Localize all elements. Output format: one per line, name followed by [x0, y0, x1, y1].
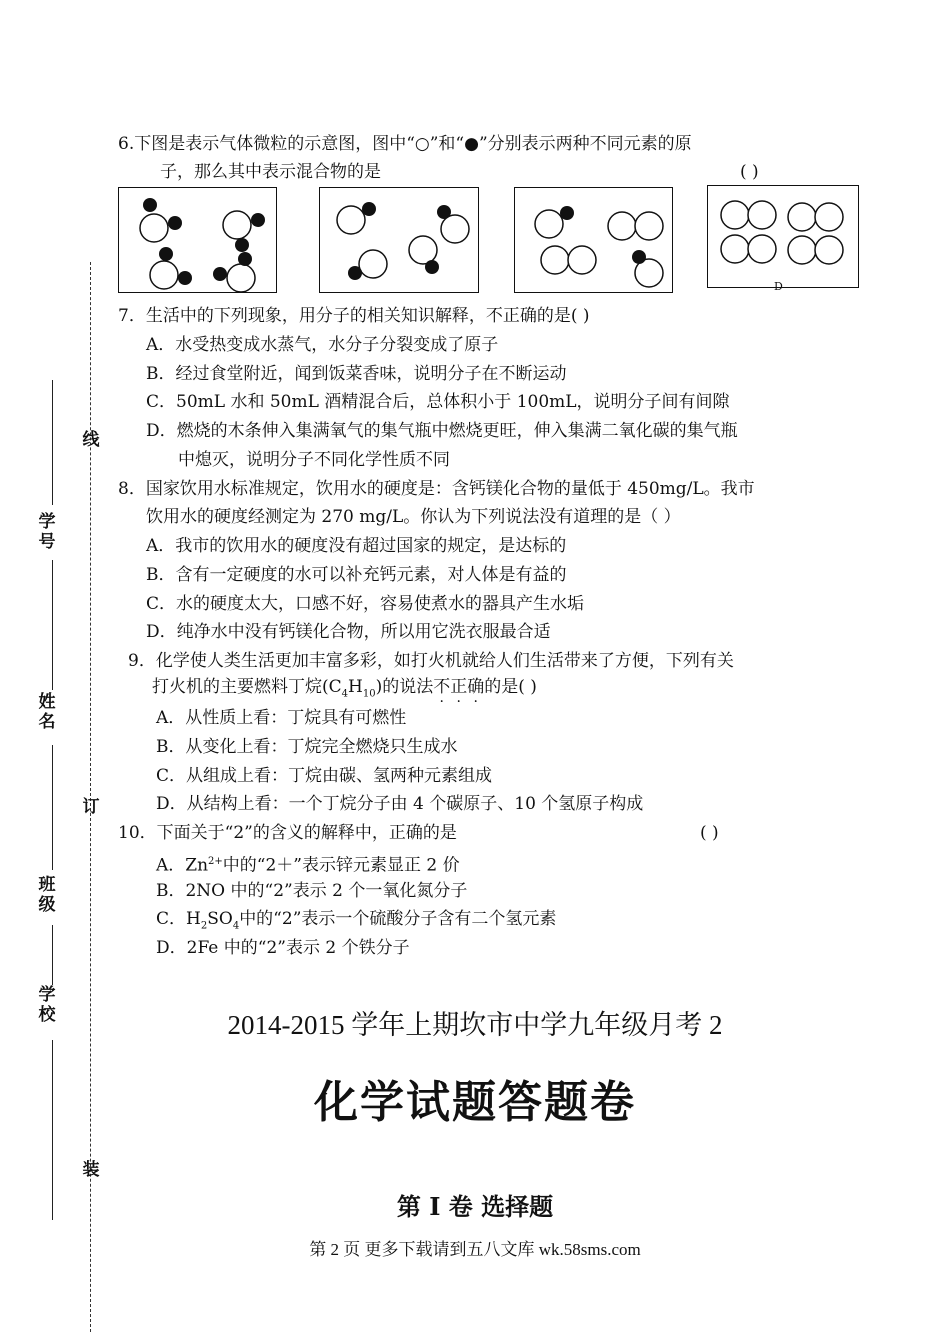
- emphasis-zheng: 正: [450, 677, 468, 697]
- margin-rule-xuexiao: [52, 925, 53, 985]
- q10-option-d: D．2Fe 中的“2”表示 2 个铁分子: [156, 938, 410, 958]
- q10-option-c: C．$H_2SO_4$中的“2”表示一个硫酸分子含有二个氢元素: [156, 909, 557, 932]
- section-title: 第 Ⅰ 卷 选择题: [396, 1192, 554, 1221]
- q9-stem-line1: 9．化学使人类生活更加丰富多彩，如打火机就给人们生活带来了方便，下列有关: [128, 651, 734, 671]
- q6-stem-line1: 6.下图是表示气体微粒的示意图，图中“○”和“●”分别表示两种不同元素的原: [118, 134, 692, 154]
- emphasis-que: 确: [467, 677, 485, 697]
- margin-label-ding: 订: [82, 797, 100, 817]
- q7-stem: 7．生活中的下列现象，用分子的相关知识解释，不正确的是( ): [118, 306, 590, 326]
- q7-option-d-line1: D．燃烧的木条伸入集满氧气的集气瓶中燃烧更旺，伸入集满二氧化碳的集气瓶: [146, 421, 738, 441]
- q7-option-c: C．50mL 水和 50mL 酒精混合后，总体积小于 100mL，说明分子间有间隙: [146, 392, 730, 412]
- page-footer: 第 2 页 更多下载请到五八文库 wk.58sms.com: [309, 1240, 641, 1259]
- q8-stem-line1: 8．国家饮用水标准规定，饮用水的硬度是：含钙镁化合物的量低于 450mg/L。我市: [118, 479, 755, 499]
- q9-option-a: A．从性质上看：丁烷具有可燃性: [156, 708, 407, 728]
- margin-rule-xuehao: [52, 380, 53, 505]
- diagram-box-d: [707, 185, 859, 288]
- diagram-box-b: [319, 187, 479, 293]
- margin-label-xingming: 姓名: [38, 692, 56, 732]
- q8-option-b: B．含有一定硬度的水可以补充钙元素，对人体是有益的: [146, 565, 567, 585]
- margin-label-banji: 班级: [38, 875, 56, 915]
- margin-rule-xingming: [52, 560, 53, 690]
- answer-sheet-title: 化学试题答题卷: [314, 1077, 636, 1128]
- margin-rule-banji: [52, 745, 53, 870]
- q8-option-a: A．我市的饮用水的硬度没有超过国家的规定，是达标的: [146, 536, 567, 556]
- q10-option-b: B．2NO 中的“2”表示 2 个一氧化氮分子: [156, 881, 468, 901]
- q10-answer-paren: ( ): [700, 823, 719, 843]
- q9-stem-line2: 打火机的主要燃料丁烷$(C_4H_{10})$的说法不正确的是( ): [152, 677, 537, 700]
- emphasis-bu: 不: [433, 677, 451, 697]
- q6-answer-paren: ( ): [740, 162, 759, 182]
- margin-label-xuehao: 学号: [38, 512, 56, 552]
- q8-stem-line2: 饮用水的硬度经测定为 270 mg/L。你认为下列说法没有道理的是（ ）: [146, 507, 681, 527]
- q9-option-d: D．从结构上看：一个丁烷分子由 4 个碳原子、10 个氢原子构成: [156, 794, 644, 814]
- q9-option-b: B．从变化上看：丁烷完全燃烧只生成水: [156, 737, 458, 757]
- q8-option-c: C．水的硬度太大，口感不好，容易使煮水的器具产生水垢: [146, 594, 585, 614]
- diagram-box-c: [514, 187, 673, 293]
- margin-label-xian: 线: [82, 430, 100, 450]
- particle-diagram-d: [708, 186, 858, 287]
- q8-option-d: D．纯净水中没有钙镁化合物，所以用它洗衣服最合适: [146, 622, 551, 642]
- particle-diagram-a: [119, 188, 276, 292]
- margin-label-xuexiao: 学校: [38, 985, 56, 1025]
- diagram-box-a: [118, 187, 277, 293]
- q7-option-b: B．经过食堂附近，闻到饭菜香味，说明分子在不断运动: [146, 364, 567, 384]
- q7-option-d-line2: 中熄灭，说明分子不同化学性质不同: [178, 450, 450, 470]
- q10-option-a: A．$Zn^{2+}$中的“2＋”表示锌元素显正 2 价: [156, 855, 460, 876]
- box-d-label: D: [774, 280, 783, 293]
- q10-stem: 10．下面关于“2”的含义的解释中，正确的是: [118, 823, 457, 843]
- q6-stem-line2: 子，那么其中表示混合物的是: [160, 162, 381, 182]
- q9-option-c: C．从组成上看：丁烷由碳、氢两种元素组成: [156, 766, 493, 786]
- q7-option-a: A．水受热变成水蒸气，水分子分裂变成了原子: [146, 335, 499, 355]
- particle-diagram-b: [320, 188, 478, 292]
- exam-title: 2014-2015 学年上期坎市中学九年级月考 2: [227, 1010, 723, 1040]
- particle-diagram-c: [515, 188, 672, 292]
- margin-label-zhuang: 装: [82, 1160, 100, 1180]
